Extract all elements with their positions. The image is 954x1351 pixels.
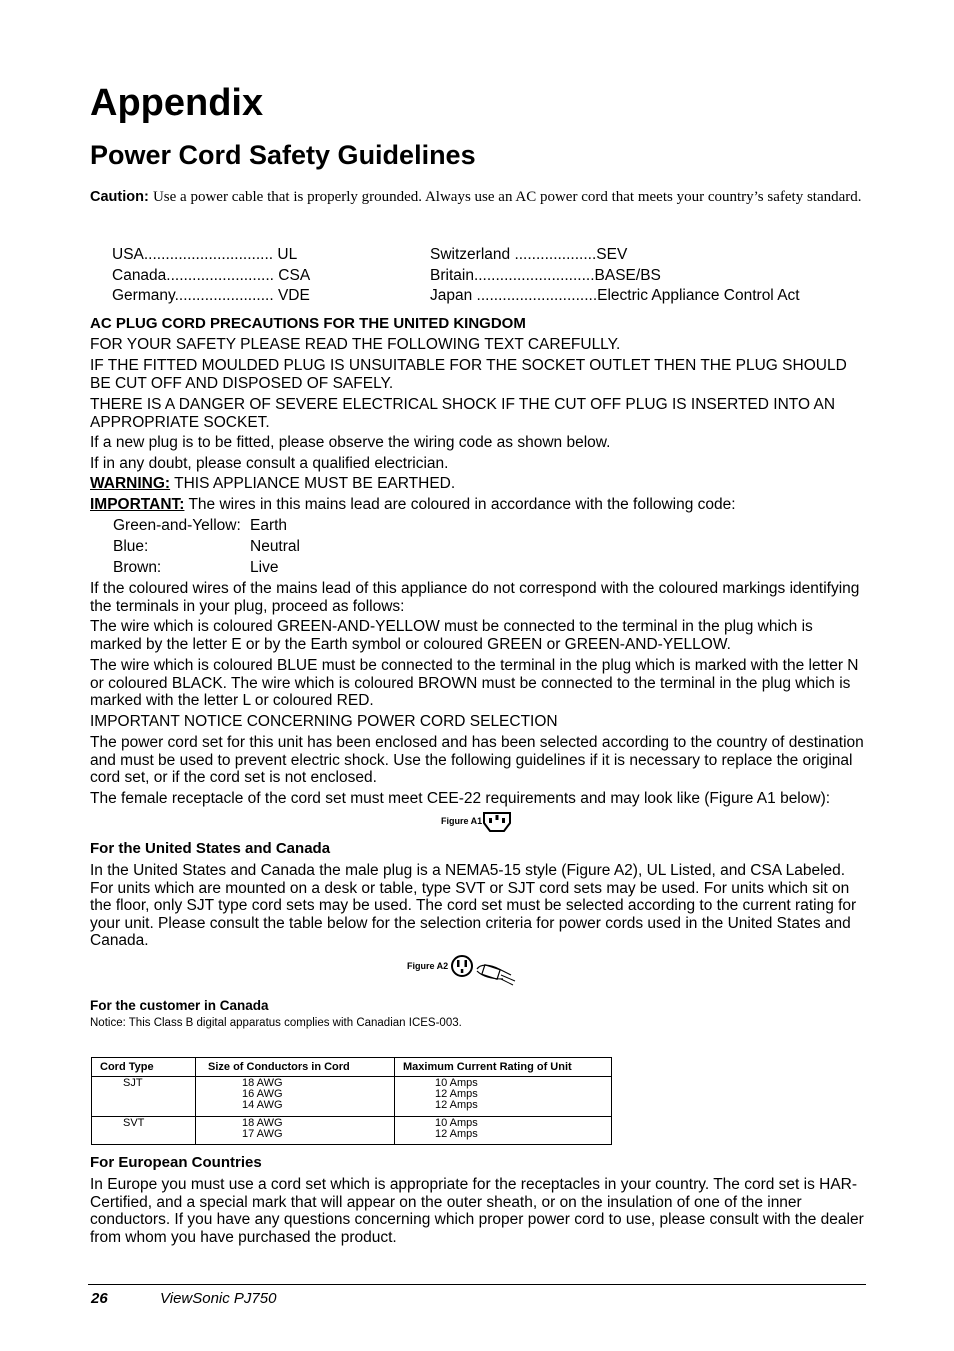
uk-heading: AC PLUG CORD PRECAUTIONS FOR THE UNITED KINGDOM (90, 315, 526, 332)
europe-paragraph: In Europe you must use a cord set which is appropriate for the receptacles in your country. The cord set is HAR-Certified, and a special mark that will appear on the outer sheath, or on the insulation of one of the inner conductors. If you have any questions concerning which proper power cord to use, please consult with the dealer from whom you have purchased the product. (90, 1176, 864, 1246)
canada-notice: Notice: This Class B digital apparatus complies with Canadian ICES-003. (90, 1017, 462, 1029)
nema-plug-icon (451, 953, 521, 987)
caution-paragraph (90, 188, 865, 206)
table-row (92, 1077, 612, 1117)
standard-usa: USA.............................. UL (112, 246, 298, 263)
important-text: The wires in this mains lead are coloured in accordance with the following code: (184, 496, 736, 513)
cee22-receptacle-icon (482, 811, 512, 833)
table-row (92, 1117, 612, 1145)
conductor-size-cell: 18 AWG 16 AWG 14 AWG (196, 1077, 395, 1117)
uk-paragraph: The wire which is coloured BLUE must be connected to the terminal in the plug which is marked with the letter N or coloured BLACK. The wire which is coloured BROWN must be connected to the terminal in the plug which is marked with the letter L or coloured RED. (90, 657, 859, 709)
important-label: IMPORTANT: (90, 496, 185, 513)
uk-paragraph: The wire which is coloured GREEN-AND-YELLOW must be connected to the terminal in the plug which is marked by the letter E or by the Earth symbol or coloured GREEN or GREEN-AND-YELLOW. (90, 618, 813, 653)
warning-text: THIS APPLIANCE MUST BE EARTHED. (170, 475, 456, 492)
uk-paragraph: The female receptacle of the cord set must meet CEE-22 requirements and may look like (Figure A1 below): (90, 790, 831, 807)
uk-paragraph: THERE IS A DANGER OF SEVERE ELECTRICAL SHOCK IF THE CUT OFF PLUG IS INSERTED INTO AN APPROPRIATE SOCKET. (90, 396, 836, 431)
section-title: Power Cord Safety Guidelines (90, 140, 476, 170)
caution-label: Caution: (90, 189, 149, 205)
uk-paragraph: The power cord set for this unit has been enclosed and has been selected according to the country of destination and must be used to prevent electric shock. Use the following guidelines if it is necessary to replace the original cord set, or if the cord set is not enclosed. (90, 734, 864, 786)
standard-canada: Canada......................... CSA (112, 267, 311, 284)
cord-type-cell: SJT (92, 1077, 196, 1117)
canada-heading: For the customer in Canada (90, 998, 269, 1013)
uk-paragraph: IF THE FITTED MOULDED PLUG IS UNSUITABLE FOR THE SOCKET OUTLET THEN THE PLUG SHOULD BE CUT OFF AND DISPOSED OF SAFELY. (90, 357, 847, 392)
wire-meaning: Earth (250, 517, 288, 534)
wire-color: Brown: (113, 559, 162, 576)
cord-table (91, 1057, 612, 1145)
europe-heading: For European Countries (90, 1154, 262, 1171)
wire-meaning: Neutral (250, 538, 300, 555)
table-header: Maximum Current Rating of Unit (395, 1058, 612, 1077)
conductor-size-cell: 18 AWG 17 AWG (196, 1117, 395, 1145)
cord-type-cell: SVT (92, 1117, 196, 1145)
wire-color: Green-and-Yellow: (113, 517, 241, 534)
uk-paragraph: If the coloured wires of the mains lead of this appliance do not correspond with the coloured markings identifying the terminals in your plug, proceed as follows: (90, 580, 860, 615)
figure-a1-label: Figure A1 (441, 816, 483, 826)
table-header-row (92, 1058, 612, 1077)
important-line (90, 496, 865, 514)
us-paragraph: In the United States and Canada the male plug is a NEMA5-15 style (Figure A2), UL Listed, and CSA Labeled. For units which are mounted on a desk or table, type SVT or SJT cord sets may be used. For units which sit on the floor, only SJT type cord sets may be used. The cord set must be selected according to the current rating for your unit. Please consult the table below for the selection criteria for power cords used in the United States and Canada. (90, 862, 857, 949)
standard-germany: Germany....................... VDE (112, 287, 310, 304)
current-rating-cell: 10 Amps 12 Amps (395, 1117, 612, 1145)
table-header: Cord Type (92, 1058, 196, 1077)
warning-label: WARNING: (90, 475, 171, 492)
wire-meaning: Live (250, 559, 279, 576)
uk-paragraph: If a new plug is to be fitted, please observe the wiring code as shown below. (90, 434, 611, 451)
uk-paragraph: FOR YOUR SAFETY PLEASE READ THE FOLLOWING TEXT CAREFULLY. (90, 336, 621, 353)
figure-a2-label: Figure A2 (407, 961, 449, 971)
page-title: Appendix (90, 82, 264, 124)
product-name: ViewSonic PJ750 (160, 1290, 277, 1307)
standard-britain: Britain............................BASE/BS (430, 267, 661, 284)
footer-rule (88, 1284, 866, 1285)
us-heading: For the United States and Canada (90, 840, 331, 857)
uk-paragraph: IMPORTANT NOTICE CONCERNING POWER CORD SELECTION (90, 713, 558, 730)
uk-paragraph: If in any doubt, please consult a qualified electrician. (90, 455, 449, 472)
wire-color: Blue: (113, 538, 149, 555)
standard-switzerland: Switzerland ...................SEV (430, 246, 628, 263)
caution-text: Use a power cable that is properly grounded. Always use an AC power cord that meets your country’s safety standard. (152, 189, 862, 205)
warning-line (90, 475, 865, 493)
page-number: 26 (91, 1290, 108, 1307)
current-rating-cell: 10 Amps 12 Amps 12 Amps (395, 1077, 612, 1117)
table-header: Size of Conductors in Cord (196, 1058, 395, 1077)
standard-japan: Japan ............................Electric Appliance Control Act (430, 287, 800, 304)
